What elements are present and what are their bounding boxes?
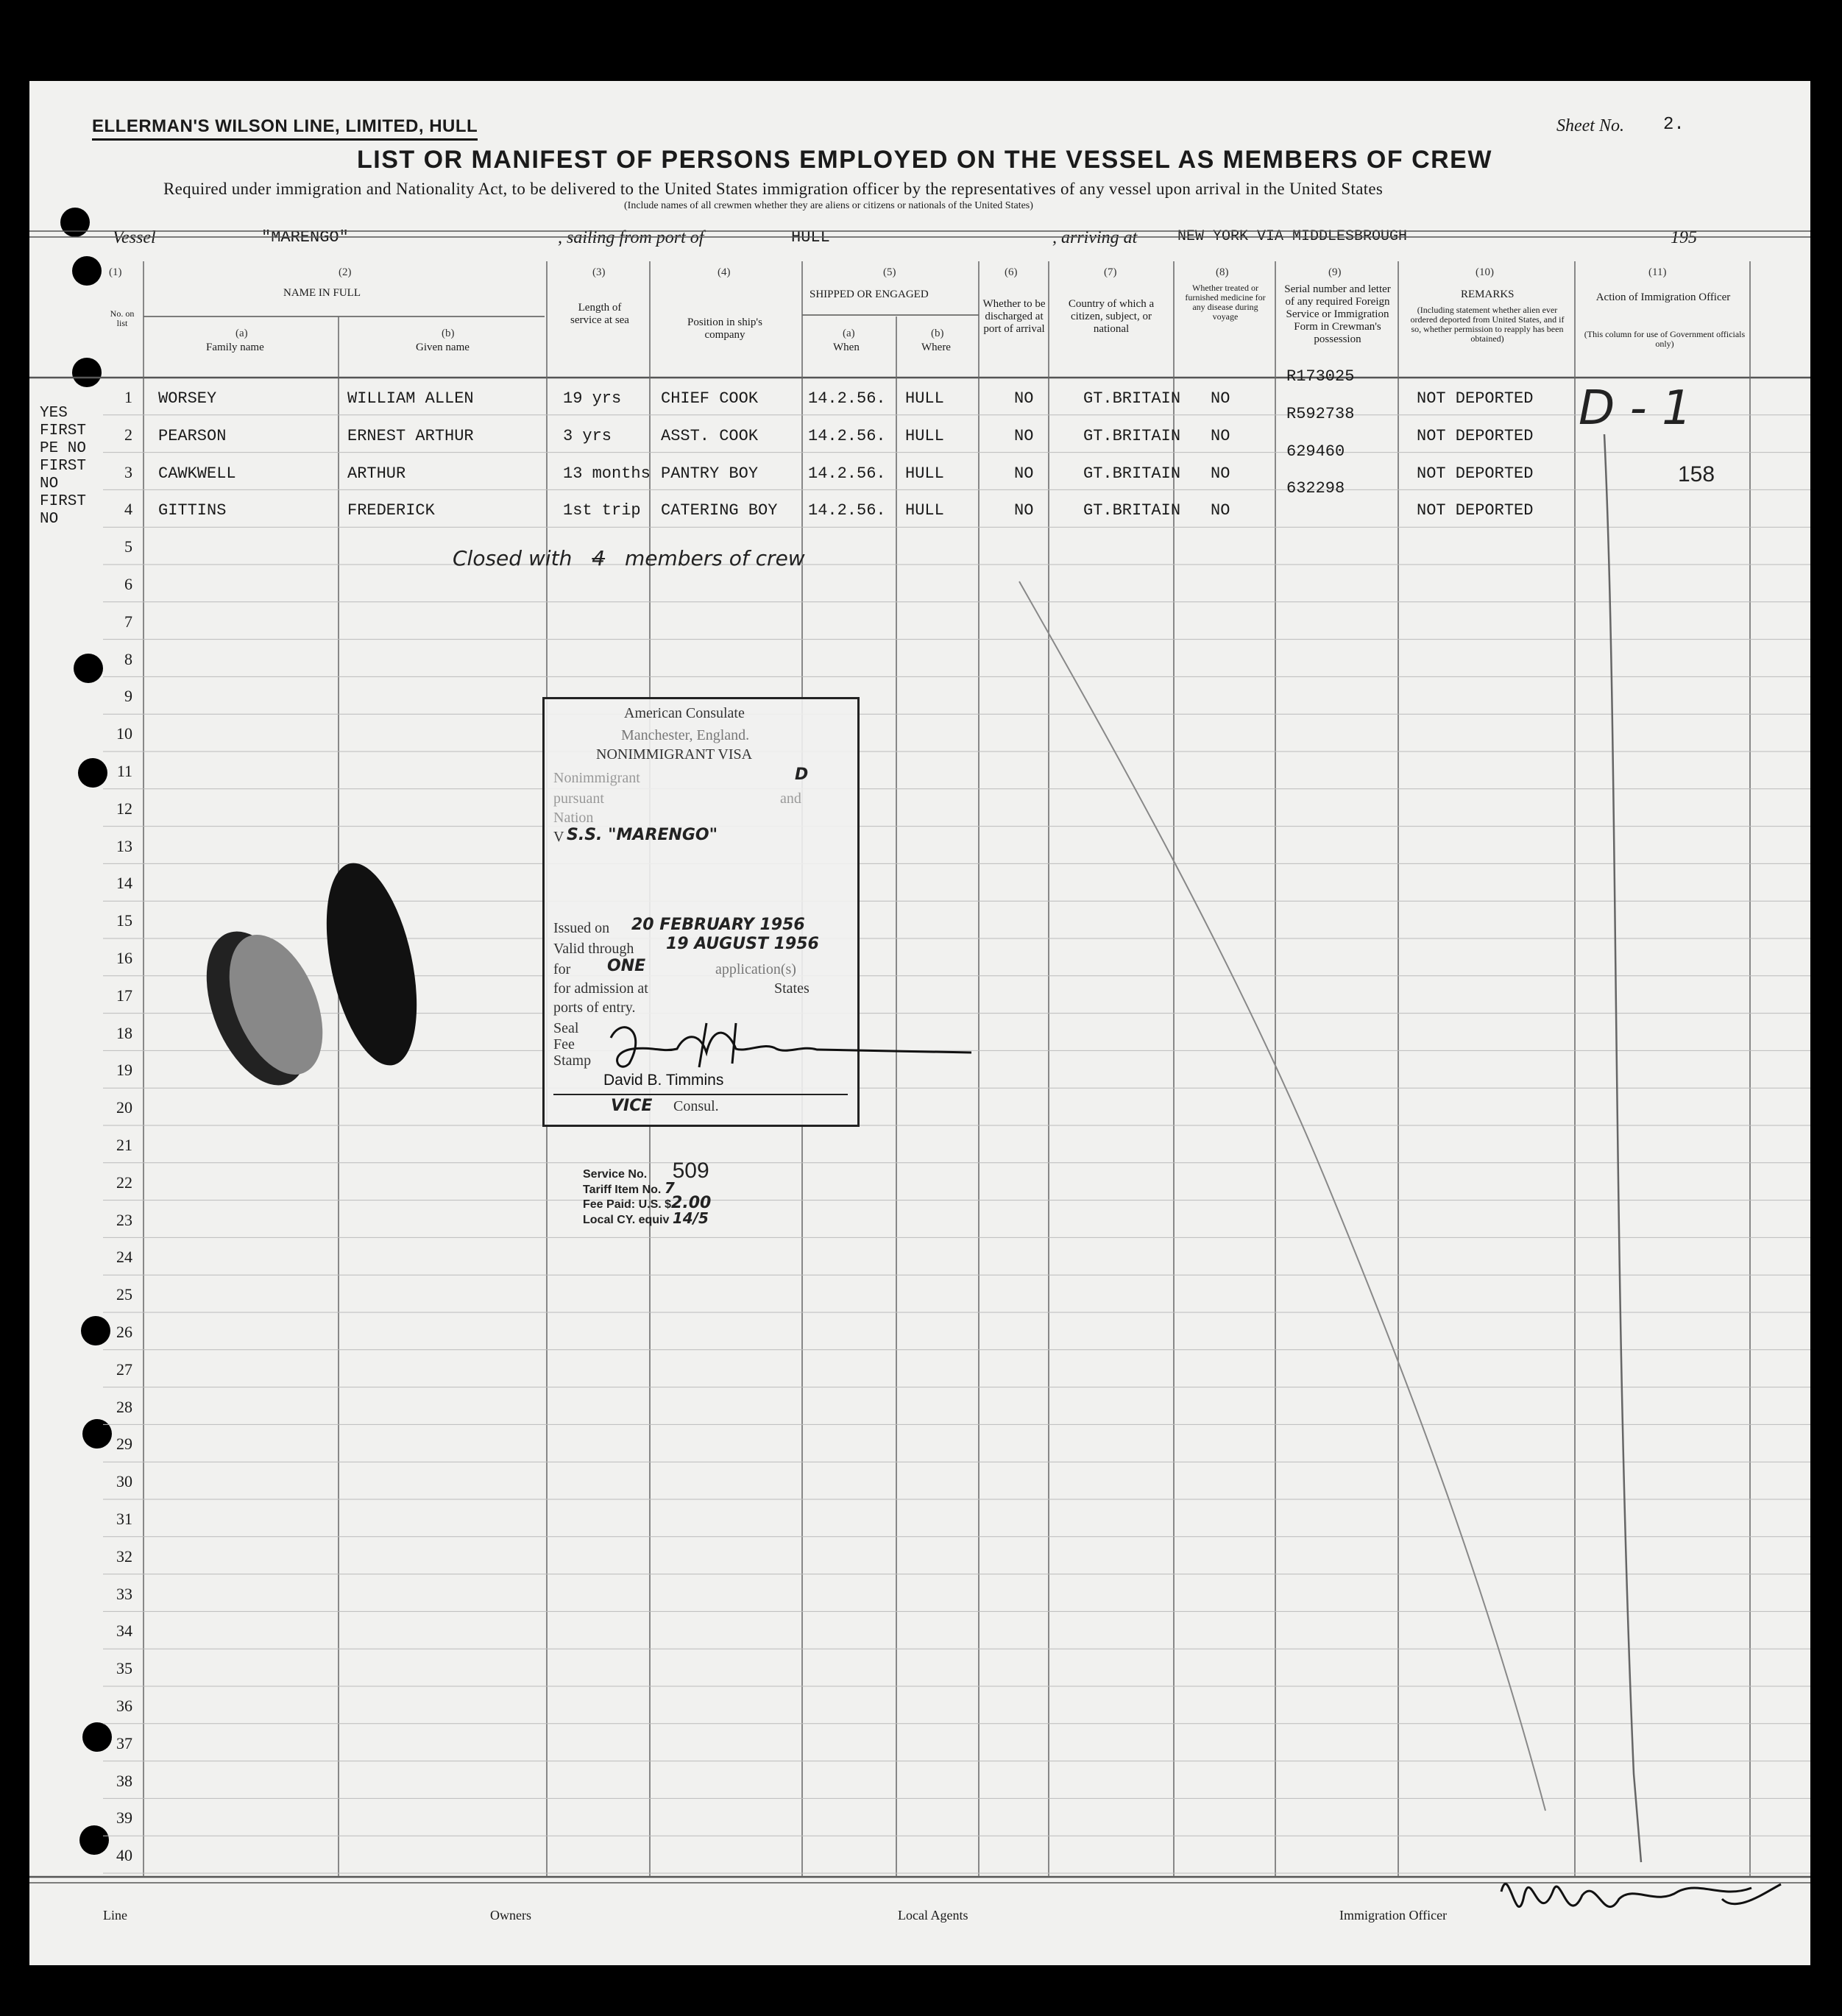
col5b-number: (b): [931, 328, 944, 339]
crew-when: 14.2.56.: [808, 426, 886, 445]
col3-number: (3): [592, 266, 606, 278]
col5-number: (5): [883, 266, 896, 278]
row-number: 30: [116, 1472, 132, 1491]
col5-header: SHIPPED OR ENGAGED: [810, 289, 929, 300]
row-number: 15: [116, 911, 132, 930]
row-number: 23: [116, 1210, 132, 1229]
row-number: 34: [116, 1621, 132, 1641]
row-number: 29: [116, 1435, 132, 1454]
crew-position: ASST. COOK: [661, 426, 759, 445]
stamp-seal: Seal: [553, 1020, 579, 1036]
crew-where: HULL: [905, 464, 944, 483]
fee-box: [583, 1159, 712, 1227]
row-number: 6: [124, 575, 132, 593]
crew-remarks: NOT DEPORTED: [1417, 426, 1534, 445]
row-number: 5: [124, 537, 132, 556]
stamp-line2: Manchester, England.: [621, 727, 750, 743]
stamp-valid-date: 19 AUGUST 1956: [666, 935, 819, 953]
crew-position: CHIEF COOK: [661, 389, 759, 408]
crew-country: GT.BRITAIN: [1083, 389, 1181, 408]
local-equiv: 14/5: [672, 1209, 709, 1227]
crew-medicine: NO: [1211, 426, 1230, 445]
col4-number: (4): [718, 266, 731, 278]
row-number: 40: [116, 1846, 132, 1865]
closed-with-note: [453, 546, 805, 570]
wax-seal: [169, 839, 464, 1148]
stamp-title: Consul.: [673, 1098, 719, 1114]
crew-where: HULL: [905, 389, 944, 408]
crew-remarks: NOT DEPORTED: [1417, 501, 1534, 520]
row-number: 38: [116, 1771, 132, 1790]
stamp-line3: NONIMMIGRANT VISA: [596, 746, 753, 763]
row-number: 32: [116, 1546, 132, 1566]
fee-paid: 2.00: [671, 1194, 712, 1212]
crew-serial: 632298: [1286, 479, 1345, 498]
crew-where: HULL: [905, 501, 944, 520]
footer-agents: Local Agents: [898, 1908, 968, 1923]
year-label: 195: [1671, 228, 1697, 247]
sheet-label: Sheet No.: [1556, 116, 1624, 135]
arriving-port: NEW YORK VIA MIDDLESBROUGH: [1177, 228, 1408, 245]
col4-header: Position in ship's company: [687, 316, 762, 341]
col6-header: Whether to be discharged at port of arrival: [982, 298, 1046, 335]
crew-serial: 629460: [1286, 442, 1345, 461]
crew-serial: R173025: [1286, 367, 1355, 386]
manifest-sheet: [29, 81, 1810, 1965]
crew-when: 14.2.56.: [808, 389, 886, 408]
stamp-states: States: [774, 980, 810, 997]
crew-discharged: NO: [1014, 464, 1034, 483]
margin-flag: NO: [40, 511, 59, 528]
stamp-admission: for admission at: [553, 980, 648, 997]
col10-number: (10): [1476, 266, 1494, 278]
row-number: 20: [116, 1098, 132, 1117]
crew-given: ARTHUR: [347, 464, 406, 483]
col5b-header: Where: [921, 342, 951, 353]
crew-family: GITTINS: [158, 501, 227, 520]
row-number: 8: [124, 649, 132, 668]
row-number: 2: [124, 425, 132, 444]
col2-number: (2): [339, 266, 352, 278]
row-number: 16: [116, 949, 132, 967]
crew-country: GT.BRITAIN: [1083, 501, 1181, 520]
stamp-vessel: S.S. "MARENGO": [567, 826, 718, 844]
crew-where: HULL: [905, 426, 944, 445]
crew-family: CAWKWELL: [158, 464, 236, 483]
consul-signature: [589, 1008, 986, 1075]
col2b-number: (b): [442, 328, 455, 339]
row-number: 10: [116, 724, 132, 743]
crew-position: PANTRY BOY: [661, 464, 759, 483]
row-number: 31: [116, 1510, 132, 1528]
crew-service: 1st trip: [563, 501, 641, 520]
col10-header: REMARKS: [1461, 289, 1515, 300]
row-number: 4: [124, 500, 132, 519]
sailing-port: HULL: [791, 228, 830, 247]
row-number: 7: [124, 612, 132, 631]
col9-number: (9): [1328, 266, 1342, 278]
row-number: 26: [116, 1323, 132, 1341]
requirement-text: Required under immigration and Nationality Act, to be delivered to the United States immigration officer by the representatives of any vessel upon arrival in the United States: [163, 180, 1384, 198]
stamp-ports: ports of entry.: [553, 1000, 636, 1016]
row-number: 18: [116, 1023, 132, 1042]
row-number: 36: [116, 1697, 132, 1715]
crew-given: ERNEST ARTHUR: [347, 426, 474, 445]
stamp-vessel-prefix: V: [553, 829, 564, 845]
crew-country: GT.BRITAIN: [1083, 464, 1181, 483]
crew-remarks: NOT DEPORTED: [1417, 464, 1534, 483]
col7-number: (7): [1104, 266, 1117, 278]
row-number: 13: [116, 836, 132, 855]
col2a-header: Family name: [206, 342, 264, 353]
closed-count: 4: [592, 546, 606, 570]
vessel-name: "MARENGO": [261, 228, 349, 247]
col6-number: (6): [1005, 266, 1018, 278]
stamp-signer: David B. Timmins: [603, 1072, 724, 1089]
stamp-line4: Nonimmigrant: [553, 770, 640, 786]
crew-service: 19 yrs: [563, 389, 622, 408]
stamp-line6: Nation: [553, 810, 594, 826]
margin-flag: FIRST: [40, 458, 87, 475]
footer-officer: Immigration Officer: [1339, 1908, 1448, 1923]
sheet-number: 2.: [1663, 115, 1685, 135]
crew-position: CATERING BOY: [661, 501, 778, 520]
row-number: 1: [124, 388, 132, 406]
stamp-line5b: and: [780, 791, 801, 807]
stamp-title-prefix: VICE: [611, 1097, 653, 1115]
company-name: ELLERMAN'S WILSON LINE, LIMITED, HULL: [92, 116, 478, 141]
stamp-stamp-word: Stamp: [553, 1053, 592, 1069]
crew-given: WILLIAM ALLEN: [347, 389, 474, 408]
stamp-line1: American Consulate: [624, 705, 745, 721]
crew-remarks: NOT DEPORTED: [1417, 389, 1534, 408]
officer-mark: D - 1: [1579, 381, 1692, 436]
col3-header: Length of service at sea: [570, 302, 629, 326]
stamp-issued-label: Issued on: [553, 920, 610, 936]
margin-flag: PE NO: [40, 440, 87, 457]
row-number: 22: [116, 1173, 132, 1192]
stamp-issued-date: 20 FEBRUARY 1956: [631, 916, 805, 934]
col8-header: Whether treated or furnished medicine for any disease during voyage: [1185, 283, 1266, 322]
col1-number: (1): [109, 266, 122, 278]
stamp-class: D: [795, 765, 809, 784]
crew-when: 14.2.56.: [808, 464, 886, 483]
row-number: 11: [116, 762, 132, 780]
crew-family: PEARSON: [158, 426, 227, 445]
closed-with-label: Closed with: [453, 546, 573, 570]
row-number: 24: [116, 1248, 132, 1267]
crew-discharged: NO: [1014, 426, 1034, 445]
crew-given: FREDERICK: [347, 501, 435, 520]
col1-header: No. on list: [110, 308, 135, 328]
col5a-number: (a): [843, 328, 855, 339]
stamp-valid-label: Valid through: [553, 941, 634, 957]
service-no: 509: [672, 1159, 709, 1183]
row-number: 27: [116, 1359, 132, 1379]
margin-flag: NO: [40, 475, 59, 492]
stamp-line5: pursuant: [553, 791, 604, 807]
stamp-for-count: ONE: [607, 957, 646, 975]
crew-service: 3 yrs: [563, 426, 612, 445]
tariff-label: Tariff Item No.: [583, 1184, 662, 1196]
footer-line: Line: [103, 1908, 127, 1923]
crew-discharged: NO: [1014, 501, 1034, 520]
col2a-number: (a): [235, 328, 248, 339]
include-note: (Include names of all crewmen whether they are aliens or citizens or nationals of the United States): [624, 200, 1033, 211]
closed-suffix: members of crew: [625, 546, 805, 570]
row-number: 14: [116, 874, 132, 893]
col9-header: Serial number and letter of any required Foreign Service or Immigration Form in Crewman's possession: [1284, 283, 1391, 345]
row-number: 12: [116, 799, 132, 818]
stamp-applications: application(s): [715, 961, 796, 977]
row-number: 3: [124, 462, 132, 481]
row-number: 17: [116, 986, 132, 1005]
col5a-header: When: [833, 342, 860, 353]
vessel-label: Vessel: [113, 228, 156, 247]
margin-flag: FIRST: [40, 493, 87, 510]
stamp-for-label: for: [553, 961, 571, 977]
stamp-fee: Fee: [553, 1036, 575, 1053]
margin-flag: FIRST: [40, 422, 87, 439]
arriving-label: , arriving at: [1052, 228, 1138, 247]
col7-header: Country of which a citizen, subject, or national: [1068, 298, 1155, 335]
number-158: 158: [1678, 462, 1715, 487]
margin-flag: YES: [40, 405, 68, 422]
crew-family: WORSEY: [158, 389, 217, 408]
sailing-label: , sailing from port of: [558, 228, 704, 247]
visa-stamp: [542, 697, 860, 1127]
margin-flags: [40, 405, 86, 528]
crew-serial: R592738: [1286, 404, 1355, 423]
footer-owners: Owners: [490, 1908, 531, 1923]
fee-label: Fee Paid: U.S. $: [583, 1198, 672, 1211]
crew-medicine: NO: [1211, 464, 1230, 483]
crew-service: 13 months: [563, 464, 651, 483]
col2-header: NAME IN FULL: [283, 287, 361, 299]
row-number: 37: [116, 1733, 132, 1752]
col11-number: (11): [1648, 266, 1667, 278]
col8-number: (8): [1216, 266, 1229, 278]
crew-medicine: NO: [1211, 389, 1230, 408]
service-label: Service No.: [583, 1168, 648, 1181]
row-number: 19: [116, 1061, 132, 1080]
row-number: 25: [116, 1285, 132, 1304]
col11-header: Action of Immigration Officer: [1595, 291, 1731, 303]
row-number: 21: [116, 1136, 132, 1154]
page-title: LIST OR MANIFEST OF PERSONS EMPLOYED ON THE VESSEL AS MEMBERS OF CREW: [357, 146, 1492, 174]
row-number: 39: [116, 1808, 132, 1828]
crew-discharged: NO: [1014, 389, 1034, 408]
crew-medicine: NO: [1211, 501, 1230, 520]
col10-note: (Including statement whether alien ever ordered deported from United States, and if so, whether permission to reapply has been obtained): [1410, 305, 1565, 344]
row-number: 35: [116, 1659, 132, 1678]
col11-note: (This column for use of Government officials only): [1584, 329, 1746, 349]
crew-when: 14.2.56.: [808, 501, 886, 520]
col2b-header: Given name: [416, 342, 470, 353]
row-number: 33: [116, 1584, 132, 1603]
row-number: 28: [116, 1397, 132, 1416]
row-number: 9: [124, 687, 132, 706]
officer-signature: [1487, 1847, 1796, 1943]
crew-country: GT.BRITAIN: [1083, 426, 1181, 445]
tariff-no: 7: [664, 1179, 675, 1197]
local-label: Local CY. equiv: [583, 1214, 670, 1226]
